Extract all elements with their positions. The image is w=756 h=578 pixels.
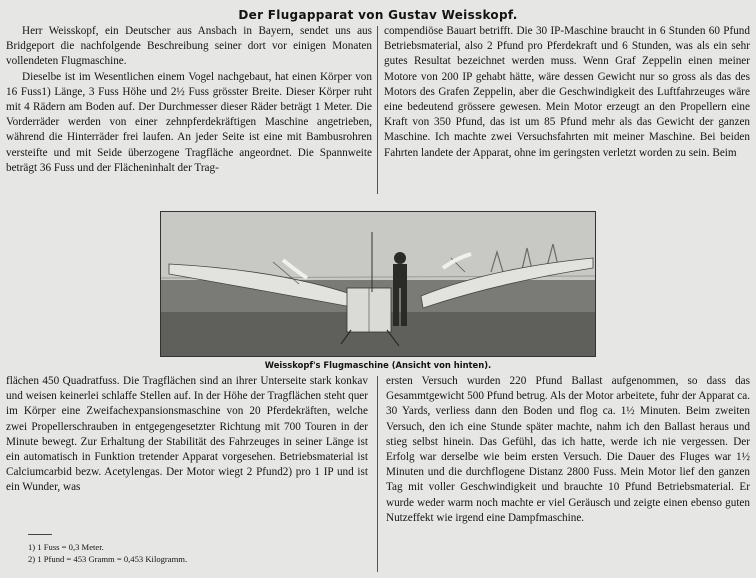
footnotes: [28, 541, 358, 565]
column-divider: [377, 376, 378, 572]
column-top-right: [384, 24, 750, 161]
column-divider: [377, 26, 378, 194]
paragraph: Dieselbe ist im Wesentlichen einem Vogel nachgebaut, hat einen Körper von 16 Fuss1) Länge, 3 Fuss Höhe und 2½ Fuss grösster Breite. Dieser Körper ruht mit 4 Rädern am Boden auf. Der Durchmesser dieser Räder beträgt 1 Meter. Die Vorderräder werden von einer zehnpferdekräftigen Maschine angetrieben, während die Hinterräder frei laufen. An jeder Seite ist eine mit Bambusrohren versteifte und mit Seide überzogene Tragfläche angeordnet. Die Spannweite beträgt 36 Fuss und der Flächeninhalt der Trag-: [6, 70, 372, 174]
paragraph: flächen 450 Quadratfuss. Die Tragflächen sind an ihrer Unterseite stark konkav und weisen keinerlei schlaffe Stellen auf. In der Höhe der Tragflächen steht quer im Körper eine Zweifachexpansionsmaschine von 20 Pferdekräften, welche zwei Propellerschrauben in entgegengesetzter Richtung mit 700 Touren in der Minute bewegt. Zur Erhaltung der Stabilität des Fahrzeuges in seiner Länge ist ein automatisch in Funktion tretender Apparat vorgesehen. Betriebsmaterial ist Calciumcarbid bezw. Acetylengas. Der Motor wiegt 2 Pfund2) pro 1 IP und ist ein Wunder, was: [6, 375, 368, 494]
paragraph: Herr Weisskopf, ein Deutscher aus Ansbach in Bayern, sendet uns aus Bridgeport die nachfolgende Beschreibung seiner dort vor einigen Monaten vollendeten Flugmaschine.: [6, 25, 372, 68]
column-top-left: [6, 24, 372, 176]
column-bottom-left: [6, 374, 368, 496]
paragraph: compendiöse Bauart betrifft. Die 30 IP-Maschine braucht in 6 Stunden 60 Pfund Betriebsmaterial, also 2 Pfund pro Pferdekraft und 6 Stunden, was als ein sehr gutes Resultat bezeichnet werden muss. Wenn Graf Zeppelin einen meiner Motore von 200 IP gehabt hätte, wäre dessen Gewicht nur so gross als das des Motors des Grafen Zeppelin, aber die Geschwindigkeit des Luftfahrzeuges wäre eine bedeutend grössere gewesen. Mein Motor erzeugt an den Propellern eine Kraft von 350 Pfund, das ist um 85 Pfund mehr als das Gewicht der ganzen Maschine. Ich machte zwei Versuchsfahrten mit meiner Maschine. Bei beiden Fahrten landete der Apparat, ohne im geringsten verletzt worden zu sein. Beim: [384, 25, 750, 159]
paragraph: ersten Versuch wurden 220 Pfund Ballast aufgenommen, so dass das Gesammtgewicht 500 Pfund betrug. Als der Motor arbeitete, fuhr der Apparat ca. 30 Yards, verliess dann den Boden und flog ca. 1½ Minuten. Beim zweiten Versuch, den ich eine Stunde später machte, nahm ich den Ballast heraus und stieg selbst hinein. Das Gefühl, das ich hatte, werde ich nie vergessen. Der Erfolg war derselbe wie beim ersten Versuch. Die Dauer des Fluges war 1½ Minuten und die durchflogene Distanz 2800 Fuss. Mein Motor lief den ganzen Tag mit voller Geschwindigkeit und brauchte 10 Pfund Betriebsmaterial. Er wurde weder warm noch machte er viel Geräusch und zeigte einen ebenso guten Nutzeffekt wie irgend eine Dampfmaschine.: [386, 375, 750, 524]
article-title: Der Flugapparat von Gustav Weisskopf.: [238, 8, 518, 22]
column-bottom-right: [386, 374, 750, 526]
footnote: 2) 1 Pfund = 453 Gramm = 0,453 Kilogramm.: [28, 554, 188, 564]
footnote: 1) 1 Fuss = 0,3 Meter.: [28, 542, 104, 552]
footnote-rule: [28, 534, 52, 535]
flying-machine-photo: [160, 211, 596, 357]
photo-caption: Weisskopf's Flugmaschine (Ansicht von hinten).: [264, 360, 492, 370]
